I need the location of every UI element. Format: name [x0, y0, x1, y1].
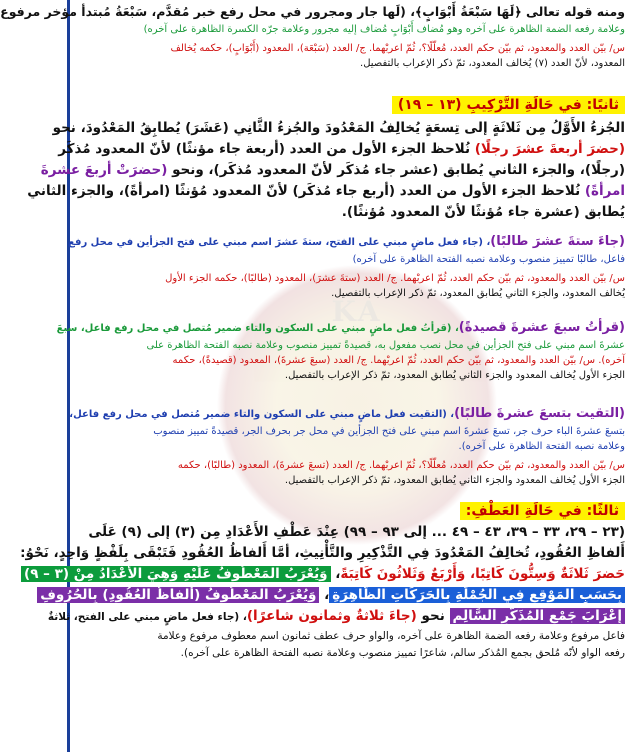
example-1-question: س/ بيّن العدد والمعدود، ثم بيّن حكم العدد، ثُمّ اعربْهما. ج/ العدد (ستةَ عشرَ)، المعدود (طالبًا)، حكمه الجزء الأول — [165, 273, 625, 284]
example-3-parse-middle: بتسعَ عشرةَ الباء حرف جر، تسعَ عشرةَ اسم مبني على فتح الجزأين في محل جر بحرف الجر، قصيدةً تمييز منصوب — [153, 426, 625, 437]
example-2-sentence: (قرأتُ سبعَ عشرةَ قصيدةً) — [458, 320, 625, 335]
section3-rule-line-2: أَلفاظِ العُقُودِ، تُخالِفُ المَعْدُودَ فِي التَّذْكِيرِ والتَّأْنِيثِ، أمَّا أَلفاظُ العُقُودِ فَتَبْقَى بِلَفْظٍ وَاحِدٍ، نَحْوُ: — [20, 545, 625, 561]
section3-rule-line-5 — [47, 606, 625, 628]
section2-body — [27, 118, 625, 223]
example-1-parse-start: ، (جاء فعل ماضٍ مبني على الفتح، ستةَ عشرَ اسم مبني على فتح الجزأين في محل رفع — [68, 237, 491, 248]
intro-line-2: وعلامة رفعه الضمة الظاهرة على آخره وهو مُضاف أَبْوَابٍ مُضاف إليه مجرور وعلامة جرّه الكسرة الظاهرة على آخره) — [143, 24, 625, 35]
section3-separator-2: ، — [319, 587, 330, 603]
watermark-text: KA — [331, 295, 383, 328]
section3-highlight-purple-2: إِعْرَابَ جَمْعِ المُذَكَّرِ السَّالِمِ — [450, 608, 626, 624]
example-3-sentence: (التقيت بتسعَ عشرةَ طالبًا) — [454, 406, 625, 421]
section2-note-1: نُلاحظ الجزء الأول من العدد (أربعة جاء مؤنثًا) لأنّ المعدود مُذكَر — [58, 141, 475, 157]
example-3-parse-start: ، (التقيت فعل ماضٍ مبني على السكون والتاء ضمير مُتصل في محل رفع فاعل، — [69, 409, 455, 420]
example-2-question: آخره). س/ بيّن العدد والمعدود، ثم بيّن حكم العدد، ثُمّ اعربْهما. ج/ العدد (سبعَ عشرةَ)، المعدود (قصيدةً)، حكمه — [172, 355, 625, 366]
section3-heading-row — [100, 500, 625, 520]
example-3-line-1 — [69, 404, 625, 424]
section2-heading-row — [100, 94, 625, 114]
section2-rule-line-4 — [27, 181, 625, 202]
section3-rule-line-1: (٢٣ – ٢٩، ٣٣ – ٣٩، ٤٣ – ٤٩ ... إلى ٩٣ – ٩٩) عِنْدَ عَطْفِ الأَعْدَادِ مِن (٣) إلى (٩) عَلَى — [88, 524, 625, 540]
section2-rule-line-5: يُطابق (عشرة جاء مُؤنثًا لأنّ المعدود مُؤنثًا). — [341, 204, 625, 220]
section3-parse-end: رفعه الواو لأنّه مُلحق بجمع المُذكر سالم، شاعرًا تمييز منصوب وعلامة نصبه الفتحة الظاهرة على آخره). — [180, 647, 625, 659]
section3-heading: ثالثًا: في حَالَةِ العَطْفِ: — [460, 502, 625, 520]
example-2-block — [56, 318, 625, 383]
section3-parse-middle: فاعل مرفوع وعلامة رفعه الضمة الظاهرة على آخره، والواو حرف عطف ثمانون اسم معطوف مرفوع وعلامة — [157, 630, 625, 642]
section3-separator-1: ، — [330, 566, 341, 582]
section2-example-1: (حضرَ أربعةَ عشرَ رجلًا) — [474, 141, 625, 157]
example-3-parse-end: وعلامة نصبه الفتحة الظاهرة على آخره). — [458, 441, 625, 452]
section2-note-3: نُلاحظ الجزء الأول من العدد (أربع جاء مُذكَر) لأنّ المعدود مُؤنثًا (امرأةً)، والجزء الثاني — [27, 183, 585, 199]
intro-answer-end: المعدود، لأنّ العدد (٧) يُخالف المعدود، ثمّ ذكر الإعراب بالتفصيل. — [360, 58, 625, 69]
section2-example-2-start: (حضرَتْ أربعَ عشرةَ — [40, 162, 168, 178]
intro-question: س/ بيّن العدد والمعدود، ثم بيّن حكم العدد، مُعلّلًا؟، ثُمّ اعربْهما. ج/ العدد (سَبْعَة)، المعدود (أَبْوَابٍ)، حكمه يُخالف — [170, 43, 625, 54]
intro-block — [0, 2, 625, 71]
section3-nahw: نحو — [416, 608, 450, 624]
section2-heading: ثانيًا: في حَالَةِ التَّرْكِيبِ (١٣ – ١٩) — [392, 96, 625, 114]
section2-example-2-end: امرأةً) — [584, 183, 625, 199]
example-2-line-1 — [56, 318, 625, 338]
example-2-answer-end: الجزء الأول يُخالف المعدود والجزء الثاني يُطابق المعدود، ثمّ ذكر الإعراب بالتفصيل. — [284, 370, 625, 381]
page-edge-bar — [67, 0, 70, 752]
section3-rule-line-4 — [40, 585, 625, 606]
example-3-block — [69, 404, 625, 488]
section2-rule-line-3 — [40, 160, 625, 181]
section3-body — [20, 522, 625, 662]
example-3-answer-end: الجزء الأول يُخالف المعدود والجزء الثاني يُطابق المعدود، ثمّ ذكر الإعراب بالتفصيل. — [284, 475, 625, 486]
example-3-question: س/ بيّن العدد والمعدود، ثم بيّن حكم العدد، مُعلّلًا؟، ثُمّ اعربْهما. ج/ العدد (تسعَ عشرةَ)، المعدود (طالبًا)، حكمه — [177, 460, 625, 471]
section3-highlight-green: وَيُعْرَبُ المَعْطُوفُ عَلَيْهِ وَهِيَ الأَعْدَادُ مِنْ (٣ – ٩) — [21, 566, 331, 582]
example-1-block — [68, 232, 625, 301]
section3-example-2: (جاءَ ثلاثةٌ وثمانون شاعرًا) — [246, 608, 417, 624]
section3-highlight-purple: وَيُعْرَبُ المَعْطُوفُ (أَلفاظُ العُقُودِ) بِالحُرُوفِ — [37, 587, 319, 603]
section2-note-2: (رجلًا)، والجزء الثاني يُطابق (عشر جاء مُذكَر لأنّ المعدود مُذكَر)، ونحو — [167, 162, 625, 178]
section2-rule-line-2 — [58, 139, 625, 160]
section3-parse-start: ، (جاء فعل ماضٍ مبني على الفتح، ثلاثةٌ — [47, 611, 247, 623]
section2-rule-line-1: الجُزءُ الأَوَّلُ مِن ثَلاثَةٍ إلى تِسعَةٍ يُخالِفُ المَعْدُودَ والجُزءُ الثَّانِي (عَشَرَ) يُطابِقُ المَعْدُودَ، نحو — [52, 120, 625, 136]
example-2-parse-middle: عشرةَ اسم مبني على فتح الجزأين في محل نصب مفعول به، قصيدةً تمييز منصوب وعلامة نصبه الفتحة الظاهرة على — [146, 340, 625, 351]
example-1-sentence: (جاءَ ستةَ عشرَ طالبًا) — [490, 234, 625, 249]
section3-example: حَضرَ ثَلاثَةٌ وَسِتُّونَ كَاتِبًا، وَأَرْبَعٌ وَثَلاثُونَ كَاتِبَةً — [340, 566, 625, 582]
example-2-parse-start: ، (قرأتُ فعل ماضٍ مبني على السكون والتاء ضمير مُتصل في محل رفع فاعل، سبعَ — [56, 323, 459, 334]
example-1-answer-end: يُخالف المعدود، والجزء الثاني يُطابق المعدود، ثمّ ذكر الإعراب بالتفصيل. — [331, 288, 625, 299]
intro-line-1: ومنه قوله تعالى ﴿لَهَا سَبْعَةُ أَبْوَابٍ﴾، (لَها جار ومجرور في محل رفع خبر مُقدَّم، سَبْعَةُ مُبتدأ مؤخر مرفوع — [0, 4, 625, 19]
example-1-parse-end: فاعل، طالبًا تمييز منصوب وعلامة نصبه الفتحة الظاهرة على آخره) — [352, 254, 625, 265]
section3-highlight-blue: بِحَسَبِ المَوْقِعِ فِي الجُمْلَةِ بِالحَرَكَاتِ الظَّاهِرَةِ — [329, 587, 625, 603]
section3-rule-line-3 — [24, 564, 625, 585]
example-1-line-1 — [68, 232, 625, 252]
